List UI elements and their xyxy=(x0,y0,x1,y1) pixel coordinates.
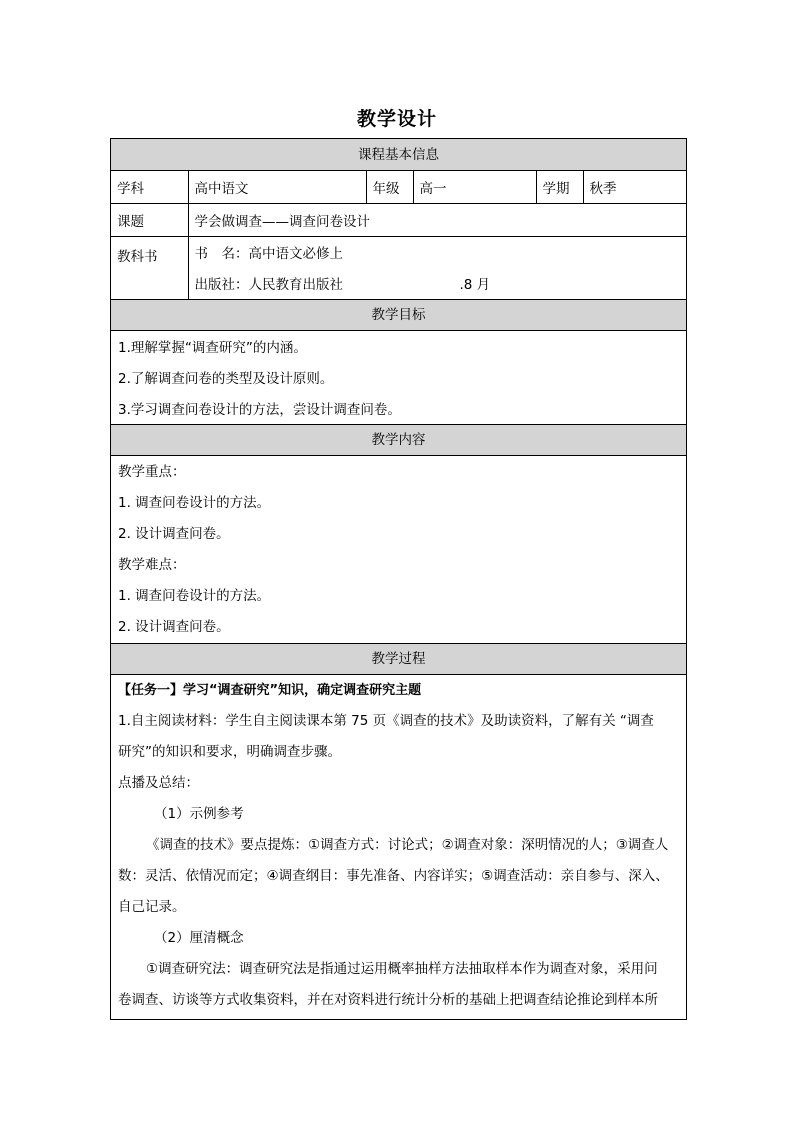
content-header-label: 教学内容 xyxy=(371,431,426,448)
objective-item: 2.了解调查问卷的类型及设计原则。 xyxy=(118,370,334,387)
textbook-name: 书 名：高中语文必修上 xyxy=(194,245,343,262)
process-line: 《调查的技术》要点提炼：①调查方式：讨论式；②调查对象：深明情况的人；③调查人 xyxy=(146,836,669,853)
textbook-info xyxy=(188,236,686,299)
process-header xyxy=(111,644,686,675)
grade-label: 年级 xyxy=(366,171,413,203)
textbook-label: 教科书 xyxy=(111,236,188,299)
grade-value: 高一 xyxy=(413,171,536,203)
objective-item: 3.学习调查问卷设计的方法，尝设计调查问卷。 xyxy=(118,401,401,418)
difficult-point-item: 2. 设计调查问卷。 xyxy=(118,618,230,635)
subject-value: 高中语文 xyxy=(188,171,366,203)
process-line: 点播及总结： xyxy=(118,774,199,791)
process-line: 1.自主阅读材料：学生自主阅读课本第 75 页《调查的技术》及助读资料，了解有关 “调查 xyxy=(118,712,654,729)
term-label: 学期 xyxy=(536,171,583,203)
topic-label: 课题 xyxy=(111,203,188,236)
content-header xyxy=(111,425,686,456)
content-section xyxy=(111,456,686,644)
textbook-publisher-line xyxy=(195,276,681,294)
objective-item: 1.理解掌握“调查研究”的内涵。 xyxy=(118,339,307,356)
task1-title: 【任务一】学习“调查研究”知识，确定调查研究主题 xyxy=(118,682,422,698)
process-header-label: 教学过程 xyxy=(371,650,426,667)
objectives-header xyxy=(111,300,686,331)
page-title: 教学设计 xyxy=(356,108,437,130)
sub-heading-1: （1）示例参考 xyxy=(154,805,244,822)
process-line: 研究”的知识和要求，明确调查步骤。 xyxy=(118,743,341,760)
process-line: ①调查研究法：调查研究法是指通过运用概率抽样方法抽取样本作为调查对象，采用问 xyxy=(146,960,658,977)
sub-heading-2: （2）厘清概念 xyxy=(154,929,244,946)
difficult-point-item: 1. 调查问卷设计的方法。 xyxy=(118,587,271,604)
textbook-date: .8 月 xyxy=(459,276,491,293)
objectives-header-label: 教学目标 xyxy=(371,306,426,323)
process-line: 自己记录。 xyxy=(118,898,186,915)
textbook-publisher: 出版社：人民教育出版社 xyxy=(194,276,343,293)
subject-label: 学科 xyxy=(111,171,188,203)
key-point-item: 2. 设计调查问卷。 xyxy=(118,525,230,542)
lesson-plan-table xyxy=(110,138,687,1020)
difficult-points-label: 教学难点： xyxy=(118,556,186,573)
process-line: 卷调查、访谈等方式收集资料，并在对资料进行统计分析的基础上把调查结论推论到样本所 xyxy=(118,991,658,1008)
basic-info-header xyxy=(111,139,686,171)
process-line: 数：灵活、依情况而定；④调查纲目：事先准备、内容详实；⑤调查活动：亲自参与、深入、 xyxy=(118,867,669,884)
objectives-section xyxy=(111,331,686,425)
process-section xyxy=(111,675,686,1016)
key-point-item: 1. 调查问卷设计的方法。 xyxy=(118,494,271,511)
basic-info-table xyxy=(111,171,686,300)
key-points-label: 教学重点： xyxy=(118,463,186,480)
topic-value: 学会做调查——调查问卷设计 xyxy=(188,203,686,236)
term-value: 秋季 xyxy=(583,171,686,203)
basic-info-header-label: 课程基本信息 xyxy=(358,147,439,163)
